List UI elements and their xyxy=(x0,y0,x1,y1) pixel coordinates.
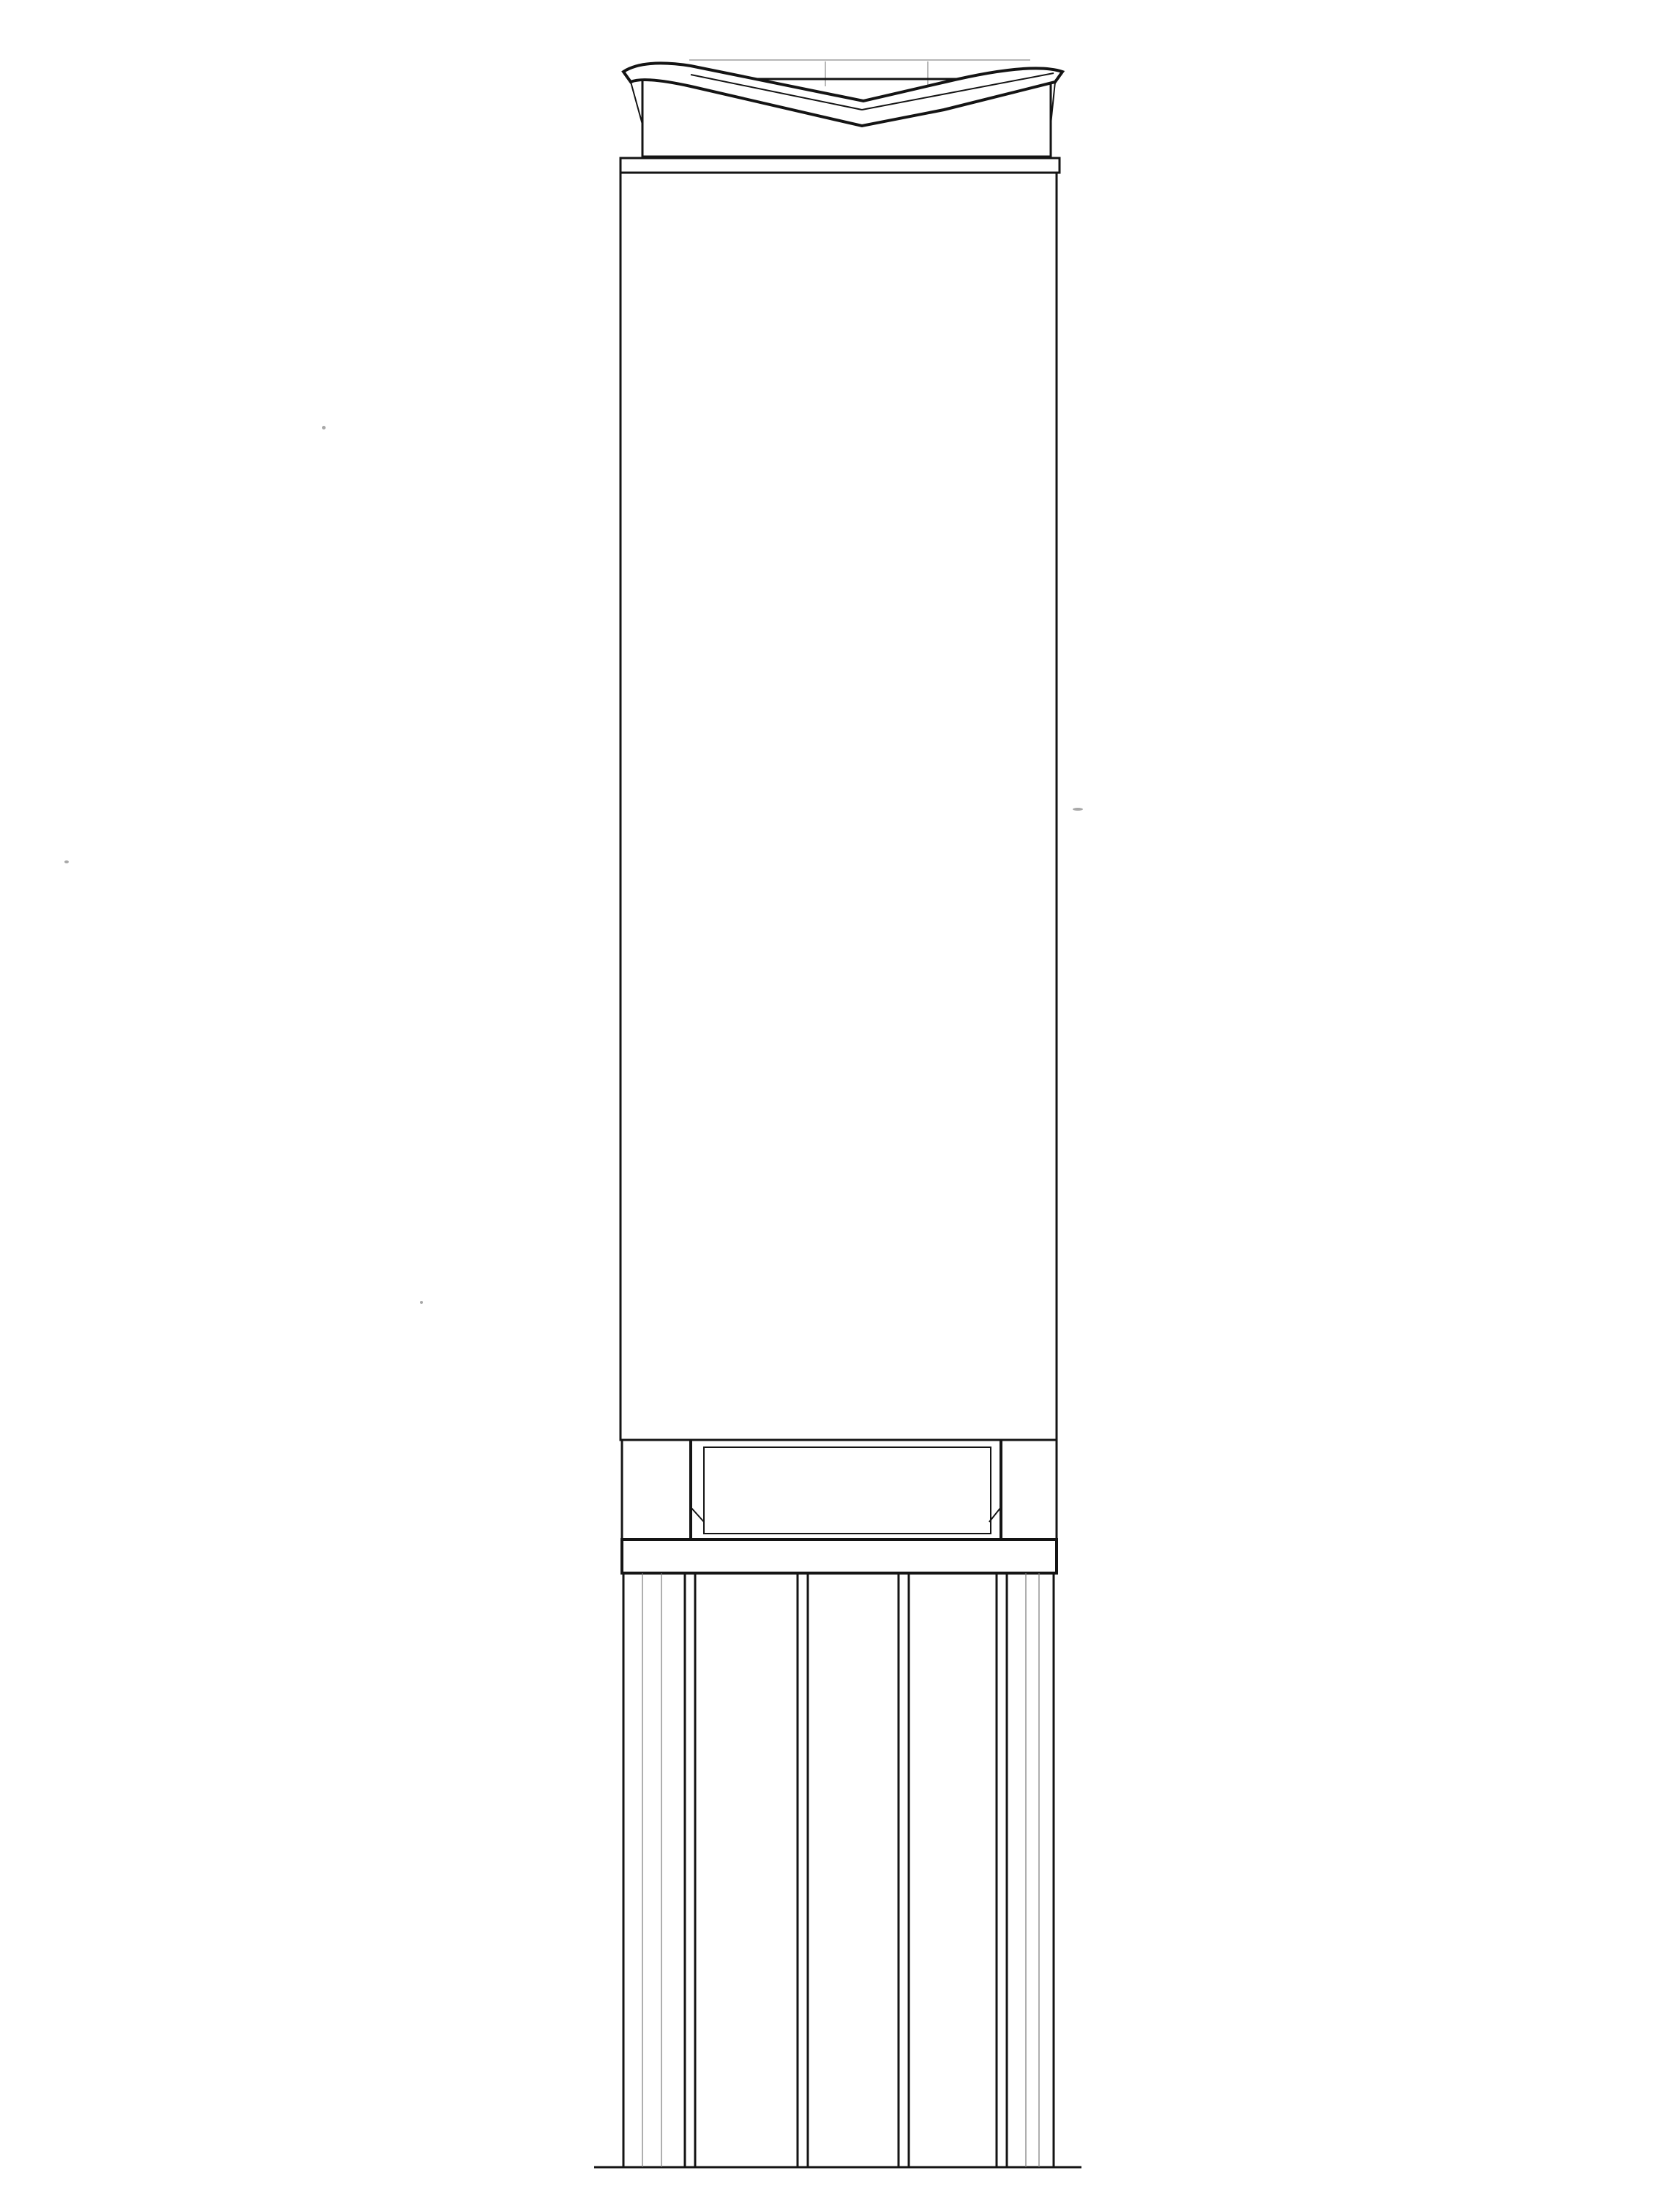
tower-shaft xyxy=(620,158,1060,1440)
paper-speck xyxy=(1073,808,1083,811)
paper-speck xyxy=(64,860,69,863)
roof-crown xyxy=(623,60,1062,157)
paper-speck xyxy=(420,1301,423,1304)
paper-speck xyxy=(322,426,326,429)
lobby-podium xyxy=(622,1440,1057,2167)
